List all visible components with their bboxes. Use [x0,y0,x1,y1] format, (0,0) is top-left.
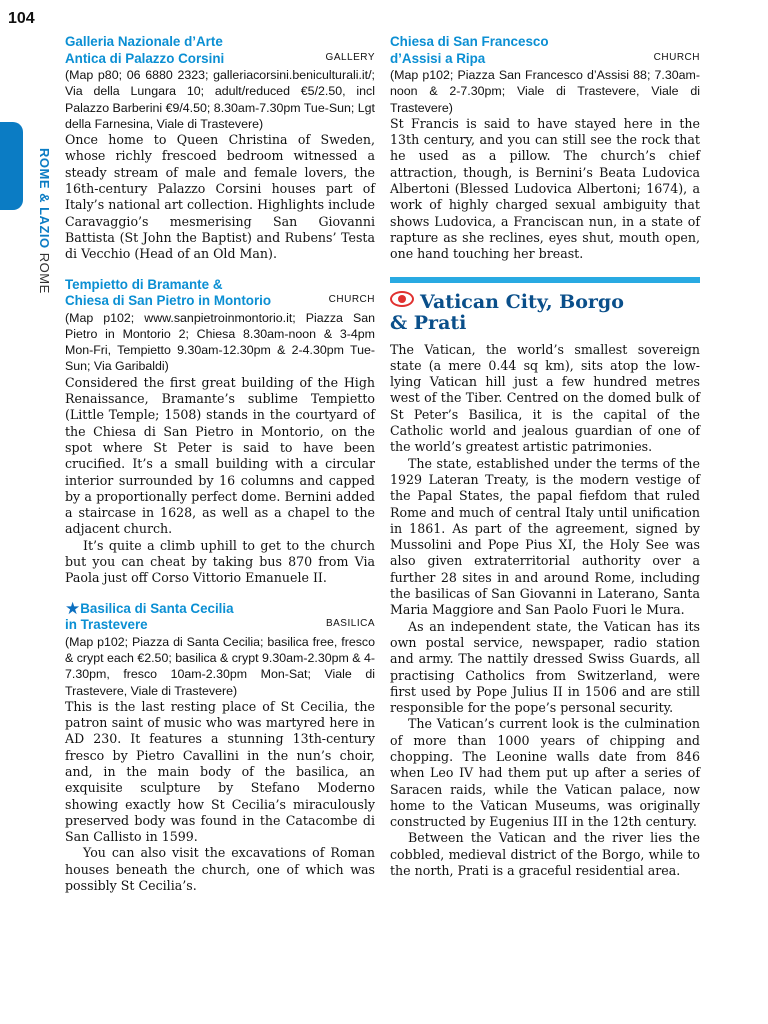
entry-title: Chiesa di San Francesco [390,34,549,49]
paragraph: As an independent state, the Vatican has its own postal service, newspaper, radio station and army. The nattily dressed Swiss Guards, all practising Catholics from Switzerland, were first used by Pope Julius II in 1506 and are still responsible for the pope’s personal security. [390,618,700,716]
section-rule [390,277,700,283]
paragraph: This is the last resting place of St Cecilia, the patron saint of music who was martyred here in AD 230. It features a stunning 13th-century fresco by Pietro Cavallini in the nun’s choir, and, in the main body of the basilica, an exquisite sculpture by Stefano Moderno showing exactly how St Cecilia’s miraculously preserved body was found in the Catacombe di San Callisto in 1599. [65,698,375,845]
subregion-label: ROME [37,252,52,294]
entry-info: (Map p102; Piazza San Francesco d’Assisi 88; 7.30am-noon & 2-7.30pm; Viale di Trastevere, Viale di Trastevere) [390,68,700,115]
paragraph: Once home to Queen Christina of Sweden, whose richly frescoed bedroom witnessed a steady stream of male and female lovers, the 16th-century Palazzo Corsini houses part of Italy’s national art collection. Highlights include Caravaggio’s mesmerising San Giovanni Battista (St John the Baptist) and Rubens’ Testa di Vecchio (Head of an Old Man). [65,132,375,262]
entry-heading [65,277,375,310]
section-title [390,291,700,334]
section-title-line1: Vatican City, Borgo [420,290,624,313]
paragraph: The Vatican, the world’s smallest sovereign state (a mere 0.44 sq km), sits atop the low-lying Vatican hill just a few hundred metres west of the Tiber. Centred on the domed bulk of St Peter’s Basilica, it is the capital of the Catholic world and jealous guardian of one of the world’s greatest artistic patrimonies. [390,341,700,455]
entry-san-francesco [390,34,700,263]
star-icon: ★ [65,598,81,619]
region-label: ROME & LAZIO [37,148,52,249]
section-body [390,342,700,880]
entry-heading [65,598,375,634]
entry-santa-cecilia [65,598,375,895]
entry-type: GALLERY [325,51,375,63]
entry-title: Tempietto di Bramante & [65,276,223,292]
paragraph: It’s quite a climb uphill to get to the church but you can cheat by taking bus 870 from Via Paola just off Corso Vittorio Emanuele II. [65,537,375,586]
entry-type: CHURCH [653,51,700,63]
entry-title: Basilica di Santa Cecilia [80,600,234,616]
entry-tempietto [65,277,375,587]
entry-title-line2: in Trastevere [65,617,148,633]
chapter-tab [0,122,23,210]
paragraph: Between the Vatican and the river lies the cobbled, medieval district of the Borgo, while to the north, Prati is a graceful residential area. [390,830,700,879]
entry-title-row [65,598,375,619]
paragraph: You can also visit the excavations of Roman houses beneath the church, one of which was possibly St Cecilia’s. [65,845,375,894]
entry-info: (Map p80; 06 6880 2323; galleriacorsini.beniculturali.it/; Via della Lungara 10; adult/reduced €5/2.50, incl Palazzo Barberini €9/4.50; 8.30am-7.30pm Tue-Sun; Lgt della Farnesina, Viale di Trastevere) [65,68,375,131]
entry-body [65,699,375,895]
entry-title-line2: Antica di Palazzo Corsini [65,50,225,66]
entry-title: Galleria Nazionale d’Arte [65,34,223,49]
entry-type: BASILICA [325,618,375,630]
entry-title-line2: Chiesa di San Pietro in Montorio [65,293,272,309]
entry-body [65,132,375,262]
entry-heading [65,34,375,67]
running-head [36,148,56,308]
section-title-line2: & Prati [390,311,467,334]
entry-type: CHURCH [328,294,375,306]
paragraph: The state, established under the terms of the 1929 Lateran Treaty, is the modern vestige of the Papal States, the papal fiefdom that ruled Rome and much of central Italy until unification in 1861. As part of the agreement, signed by Mussolini and Pope Pius XI, the Holy See was also given extraterritorial authority over a further 28 sites in and around Rome, including the basilicas of San Giovanni in Laterano, Santa Maria Maggiore and San Paolo Fuori le Mura. [390,455,700,618]
entry-title-line2: d’Assisi a Ripa [390,50,486,66]
entry-body [390,116,700,263]
entry-body [65,375,375,587]
paragraph: Considered the first great building of the High Renaissance, Bramante’s sublime Tempietto (Little Temple; 1508) stands in the courtyard of the Chiesa di San Pietro in Montorio, on the spot where St Peter is said to have been crucified. It’s a small building with a circular interior surrounded by 16 columns and capped by a proportionally perfect dome. Bernini added a staircase in 1628, as well as a chapel to the adjacent church. [65,374,375,537]
entry-info: (Map p102; www.sanpietroinmontorio.it; Piazza San Pietro in Montorio 2; Chiesa 8.30am-noon & 3-4pm Mon-Fri, Tempietto 9.30am-12.30pm & 2-4.30pm Tue-Sun; Via Garibaldi) [65,310,375,374]
right-column [390,34,700,879]
eye-icon [390,291,414,307]
entry-heading [390,34,700,67]
paragraph: The Vatican’s current look is the culmination of more than 1000 years of chipping and chopping. The Leonine walls date from 846 when Leo IV had them put up after a series of Saracen raids, while the Vatican palace, now home to the Vatican Museums, was originally constructed by Eugenius III in the 12th century. [390,716,700,830]
left-column [65,34,375,908]
entry-galleria-corsini [65,34,375,263]
page-number: 104 [8,10,35,27]
entry-info: (Map p102; Piazza di Santa Cecilia; basilica free, fresco & crypt each €2.50; basilica & crypt 9.30am-2.30pm & 4-7.30pm, fresco 10am-2.30pm Mon-Sat; Viale di Trastevere, Viale di Trastevere) [65,634,375,698]
paragraph: St Francis is said to have stayed here in the 13th century, and you can still see the rock that he used as a pillow. The church’s chief attraction, though, is Bernini’s Beata Ludovica Albertoni (Blessed Ludovica Albertoni; 1674), a work of highly charged sexual ambiguity that shows Ludovica, a Franciscan nun, in a state of rapture as she reclines, eyes shut, mouth open, one hand touching her breast. [390,115,700,262]
